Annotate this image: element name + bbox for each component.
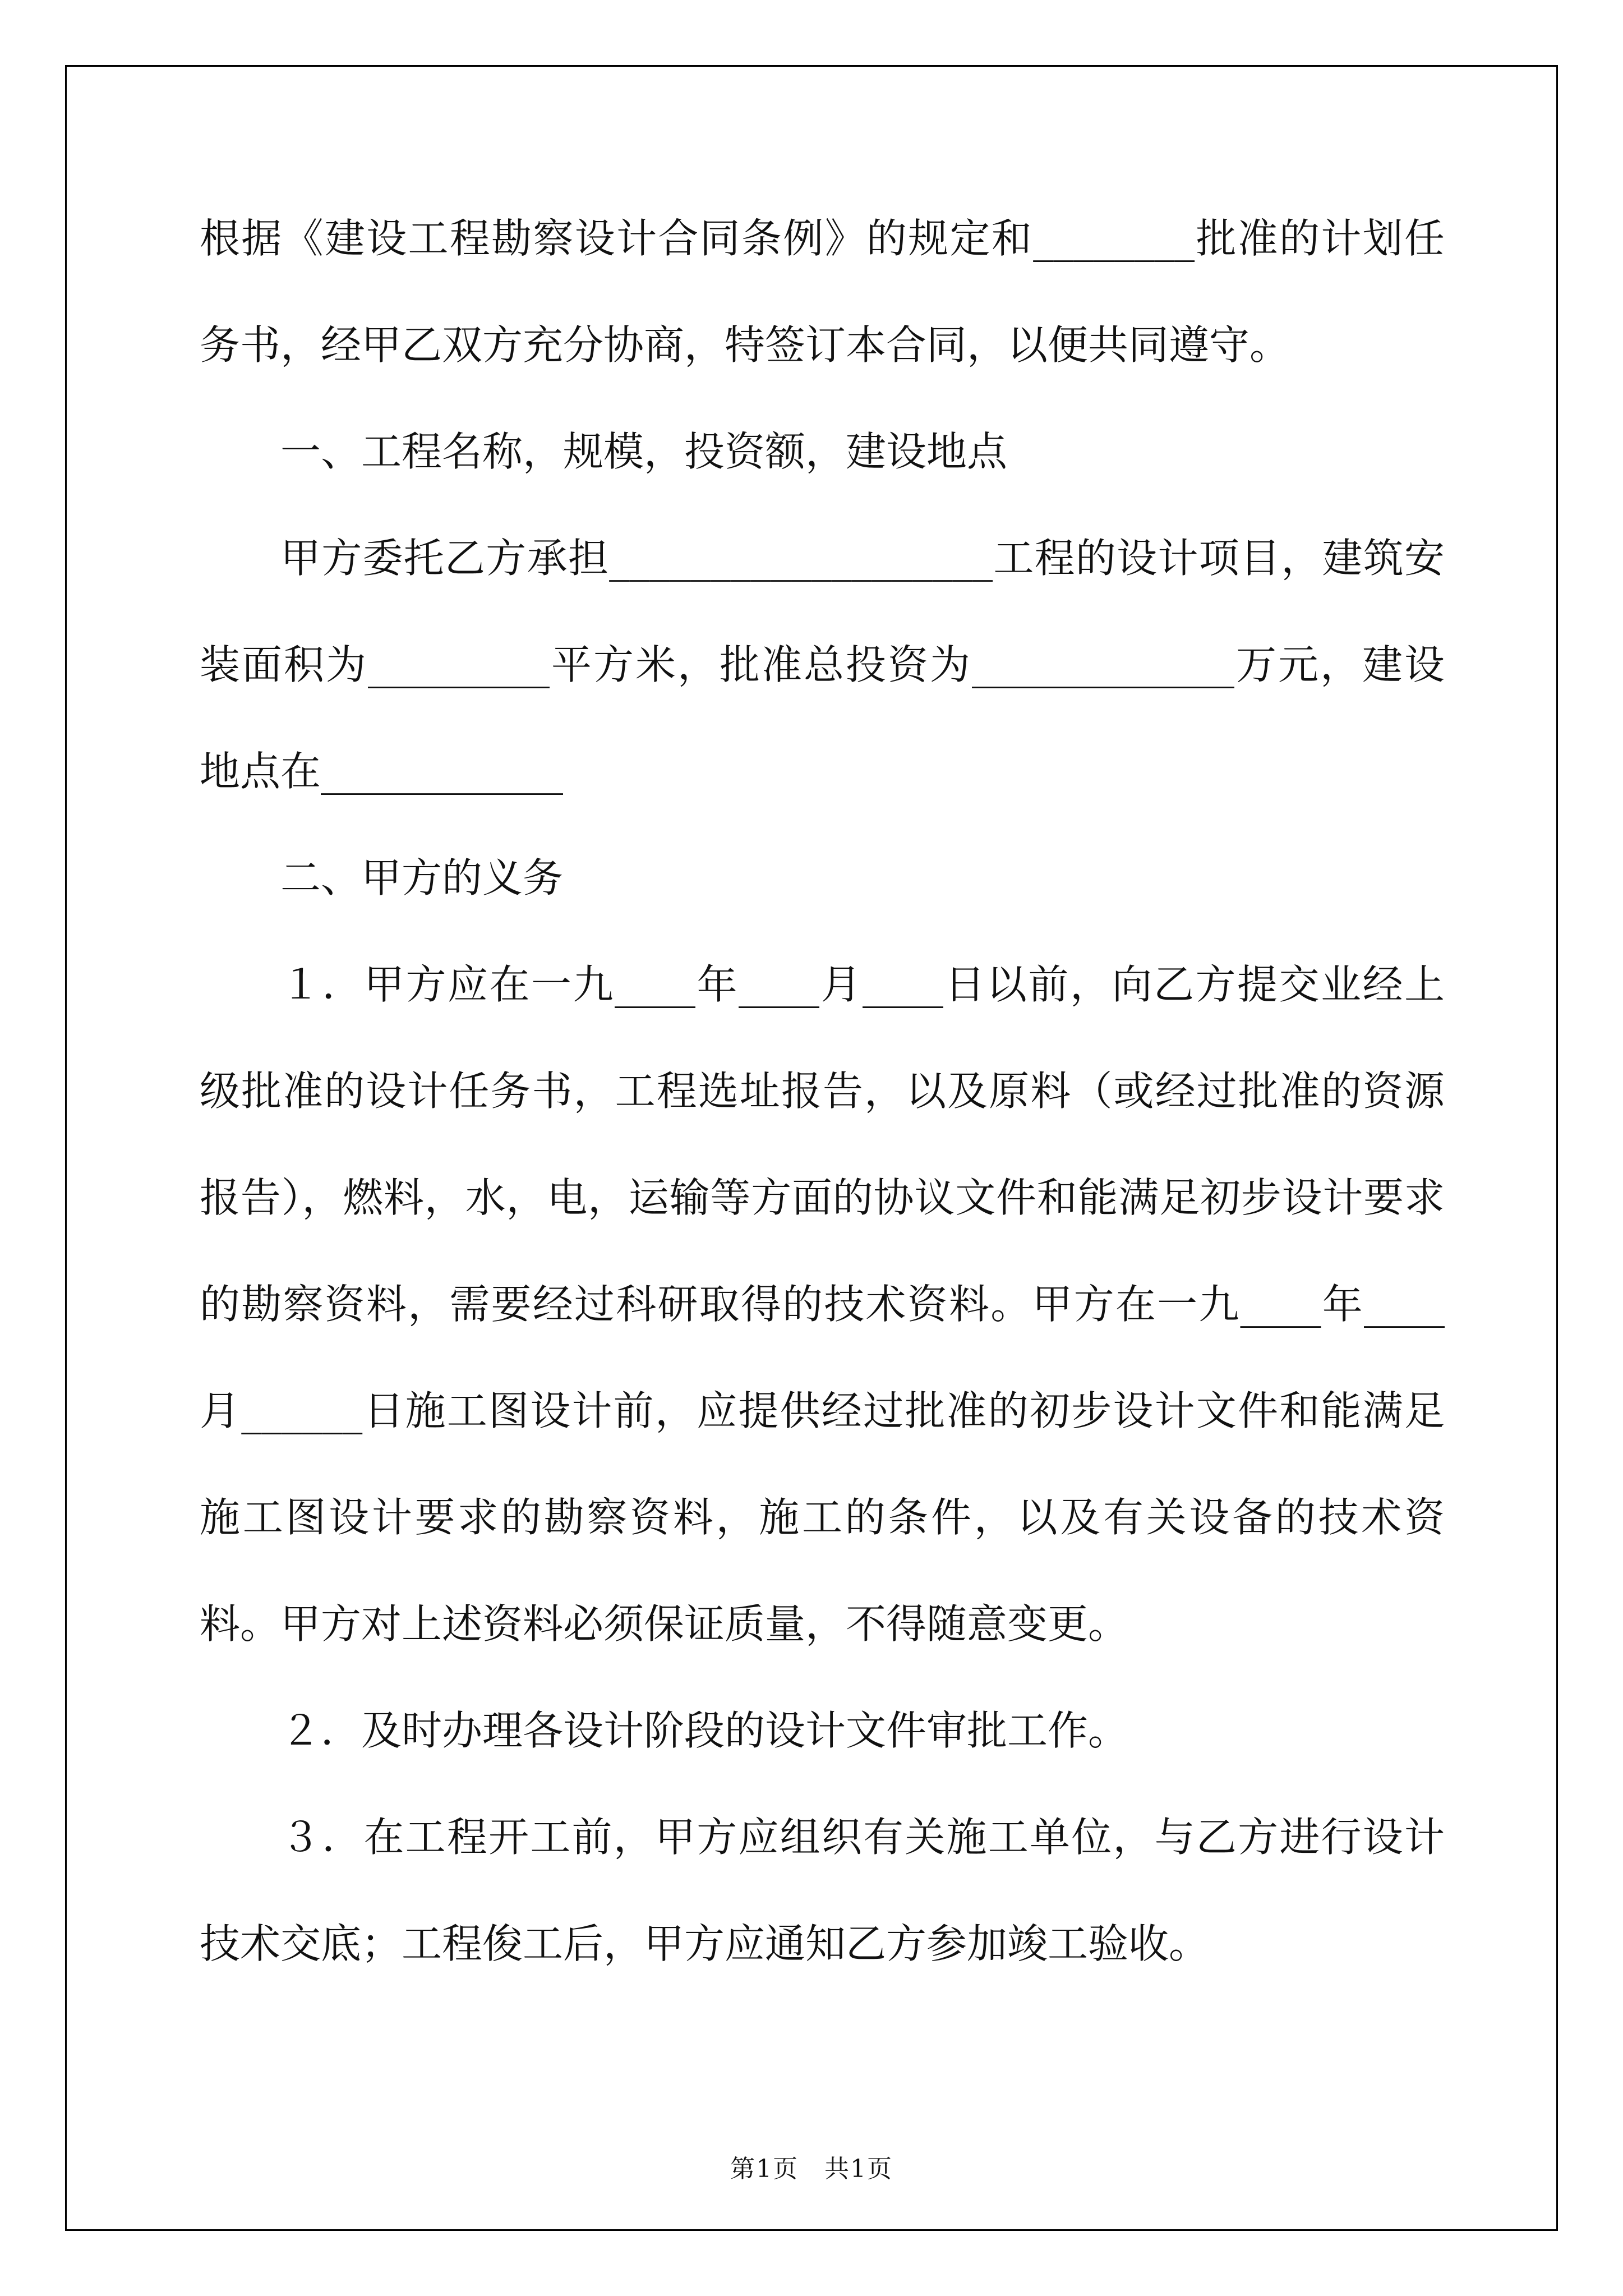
document-body bbox=[200, 185, 1445, 1997]
paragraph-obligation-1: １．甲方应在一九____年____月____日以前，向乙方提交业经上级批准的设计任务书，工程选址报告，以及原料（或经过批准的资源报告），燃料，水，电，运输等方面的协议文件和能满足初步设计要求的勘察资料，需要经过科研取得的技术资料。甲方在一九____年____月______日施工图设计前，应提供经过批准的初步设计文件和能满足施工图设计要求的勘察资料，施工的条件，以及有关设备的技术资料。甲方对上述资料必须保证质量，不得随意变更。 bbox=[200, 961, 1445, 1648]
section-heading-project: 一、工程名称，规模，投资额，建设地点 bbox=[280, 428, 1008, 475]
section-heading-party-a-obligations: 二、甲方的义务 bbox=[280, 854, 564, 901]
page-number-footer: 第1页 共1页 bbox=[730, 2155, 893, 2183]
paragraph-project-details: 甲方委托乙方承担___________________工程的设计项目，建筑安装面积为_________平方米，批准总投资为_____________万元，建设地点在____________ bbox=[200, 535, 1445, 795]
paragraph-intro: 根据《建设工程勘察设计合同条例》的规定和________批准的计划任务书，经甲乙双方充分协商，特签订本合同，以便共同遵守。 bbox=[200, 215, 1445, 369]
paragraph-obligation-3: ３．在工程开工前，甲方应组织有关施工单位，与乙方进行设计技术交底；工程俊工后，甲方应通知乙方参加竣工验收。 bbox=[200, 1814, 1445, 1967]
paragraph-obligation-2: ２．及时办理各设计阶段的设计文件审批工作。 bbox=[280, 1707, 1129, 1754]
